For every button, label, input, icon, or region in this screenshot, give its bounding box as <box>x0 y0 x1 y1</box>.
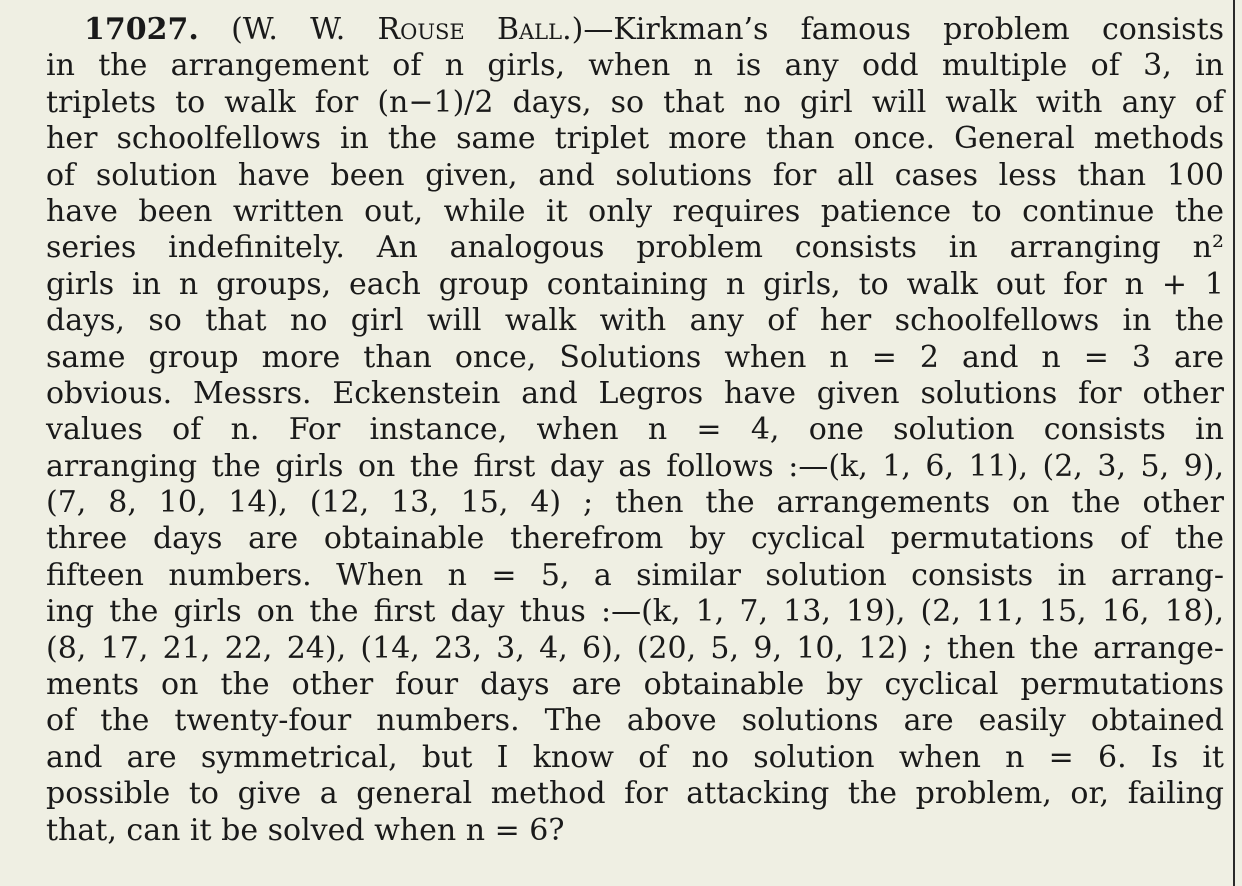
problem-text-line: that, can it be solved when n = 6? <box>46 812 565 848</box>
problem-text-line: of solution have been given, and solutions for all cases less than 100 <box>46 157 1224 193</box>
problem-text-line: girls in n groups, each group containing n girls, to walk out for n + 1 <box>46 266 1224 302</box>
problem-text-line: series indefinitely. An analogous problem consists in arranging n² <box>46 230 1224 266</box>
problem-text-line: and are symmetrical, but I know of no solution when n = 6. Is it <box>46 739 1224 775</box>
problem-text-line: ments on the other four days are obtainable by cyclical permutations <box>46 667 1224 703</box>
problem-17027 <box>46 12 1224 849</box>
problem-text-line: fifteen numbers. When n = 5, a similar solution consists in arrang- <box>46 557 1224 593</box>
page-edge-rule <box>1233 0 1235 886</box>
problem-text-line: obvious. Messrs. Eckenstein and Legros have given solutions for other <box>46 375 1224 411</box>
author-suffix: .) <box>562 12 584 47</box>
problem-text-line: arranging the girls on the first day as follows :—(k, 1, 6, 11), (2, 3, 5, 9), <box>46 448 1224 484</box>
problem-text-line: her schoolfellows in the same triplet more than once. General methods <box>46 121 1224 157</box>
problem-text-line: of the twenty-four numbers. The above solutions are easily obtained <box>46 703 1224 739</box>
problem-text-line: same group more than once, Solutions when n = 2 and n = 3 are <box>46 339 1224 375</box>
problem-line-1 <box>46 12 1224 48</box>
author-prefix: (W. W. <box>231 12 378 47</box>
problem-text-line: (7, 8, 10, 14), (12, 13, 15, 4) ; then the arrangements on the other <box>46 485 1224 521</box>
problem-text-line: have been written out, while it only requires patience to continue the <box>46 193 1224 229</box>
problem-text-line: three days are obtainable therefrom by cyclical permutations of the <box>46 521 1224 557</box>
problem-number: 17027. <box>84 12 199 47</box>
problem-text-line: (8, 17, 21, 22, 24), (14, 23, 3, 4, 6), (20, 5, 9, 10, 12) ; then the arrange- <box>46 630 1224 666</box>
problem-text-line: —Kirkman’s famous problem consists <box>583 12 1224 47</box>
author-name: Rouse Ball <box>377 12 563 47</box>
problem-text-line: possible to give a general method for attacking the problem, or, failing <box>46 776 1224 812</box>
problem-text-line: days, so that no girl will walk with any of her schoolfellows in the <box>46 303 1224 339</box>
problem-text-line: in the arrangement of n girls, when n is any odd multiple of 3, in <box>46 48 1224 84</box>
problem-text-line: triplets to walk for (n−1)/2 days, so that no girl will walk with any of <box>46 84 1224 120</box>
problem-text-line: values of n. For instance, when n = 4, one solution consists in <box>46 412 1224 448</box>
problem-text-line: ing the girls on the first day thus :—(k, 1, 7, 13, 19), (2, 11, 15, 16, 18), <box>46 594 1224 630</box>
